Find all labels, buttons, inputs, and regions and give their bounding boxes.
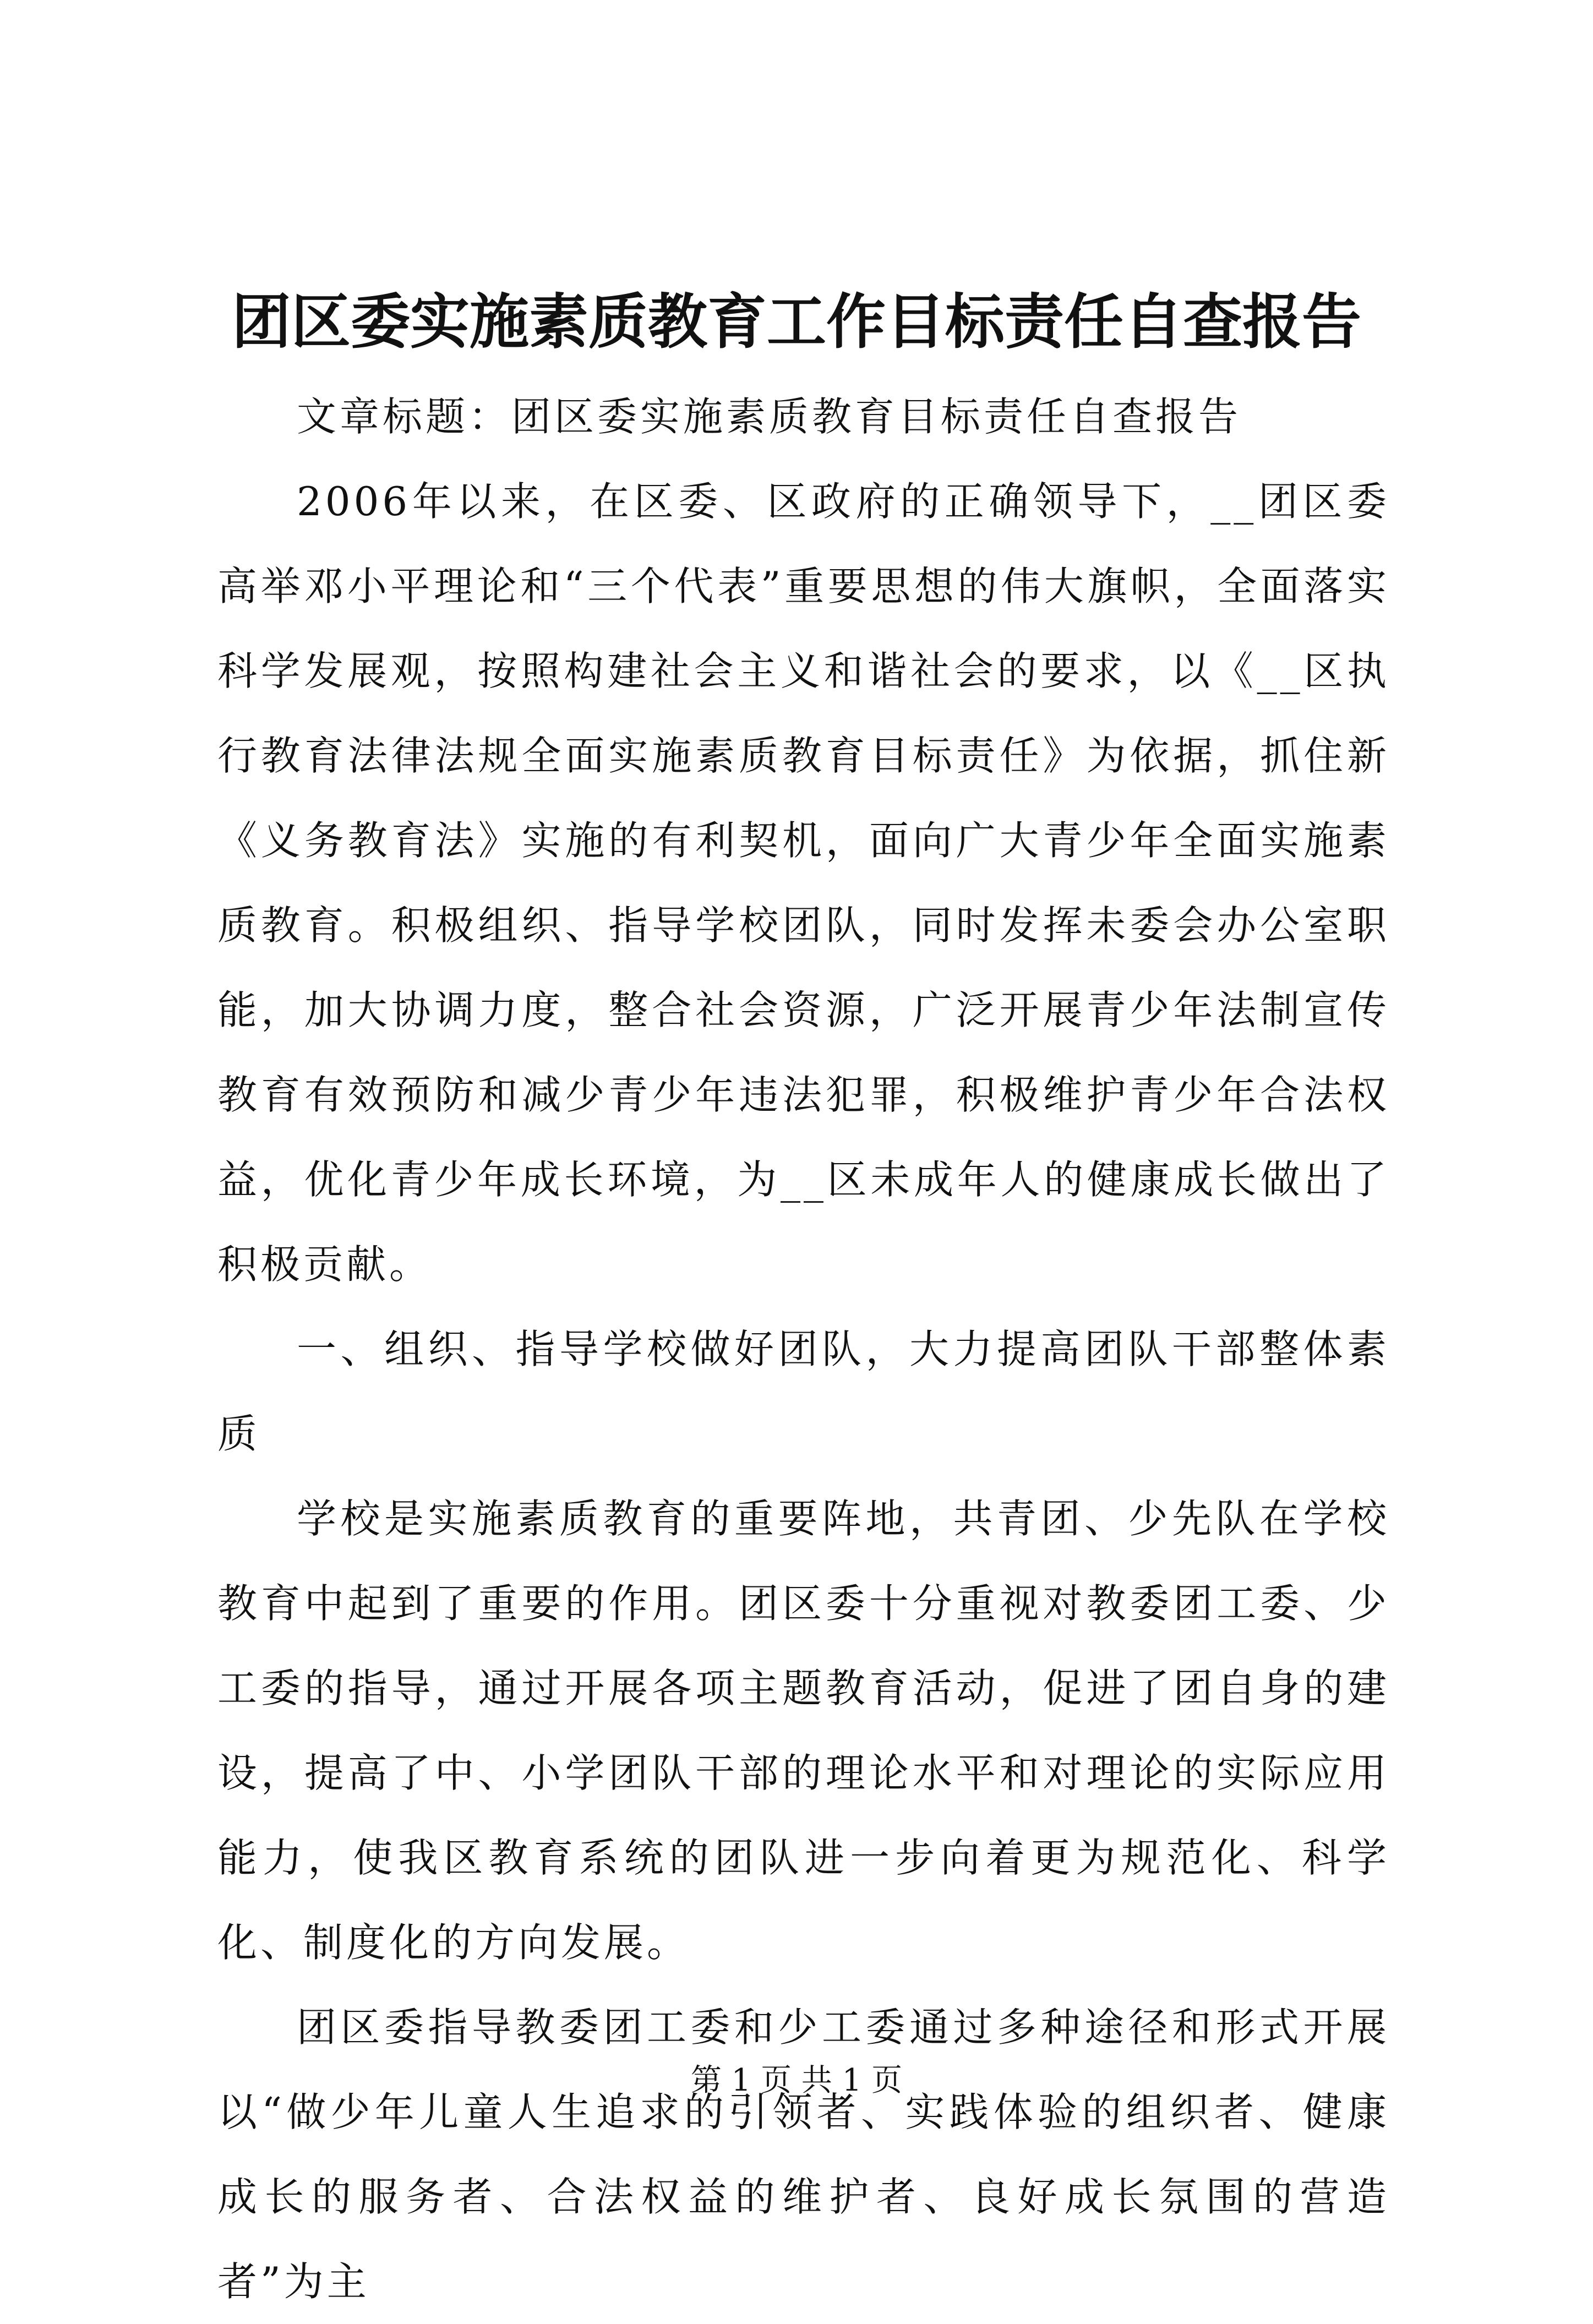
article-subtitle: 文章标题：团区委实施素质教育目标责任自查报告 (297, 394, 1242, 440)
page-footer: 第 1 页 共 1 页 (690, 2063, 903, 2098)
body-paragraph: 学校是实施素质教育的重要阵地，共青团、少先队在学校教育中起到了重要的作用。团区委十分重视对教委团工委、少工委的指导，通过开展各项主题教育活动，促进了团自身的建设，提高了中、小学团队干部的理论水平和对理论的实际应用能力，使我区教育系统的团队进一步向着更为规范化、科学化、制度化的方向发展。 (217, 1496, 1390, 1966)
body-paragraph: 团区委指导教委团工委和少工委通过多种途径和形式开展以“做少年儿童人生追求的引领者、实践体验的组织者、健康成长的服务者、合法权益的维护者、良好成长氛围的营造者”为主 (217, 2004, 1390, 2305)
intro-paragraph: 2006年以来，在区委、区政府的正确领导下，__团区委高举邓小平理论和“三个代表”重要思想的伟大旗帜，全面落实科学发展观，按照构建社会主义和谐社会的要求，以《__区执行教育法律法规全面实施素质教育目标责任》为依据，抓住新《义务教育法》实施的有利契机，面向广大青少年全面实施素质教育。积极组织、指导学校团队，同时发挥未委会办公室职能，加大协调力度，整合社会资源，广泛开展青少年法制宣传教育有效预防和减少青少年违法犯罪，积极维护青少年合法权益，优化青少年成长环境，为__区未成年人的健康成长做出了积极贡献。 (217, 478, 1390, 1288)
document-title: 团区委实施素质教育工作目标责任自查报告 (231, 287, 1361, 357)
section-heading-1: 一、组织、指导学校做好团队，大力提高团队干部整体素质 (217, 1326, 1390, 1457)
document-body (217, 374, 1390, 2324)
